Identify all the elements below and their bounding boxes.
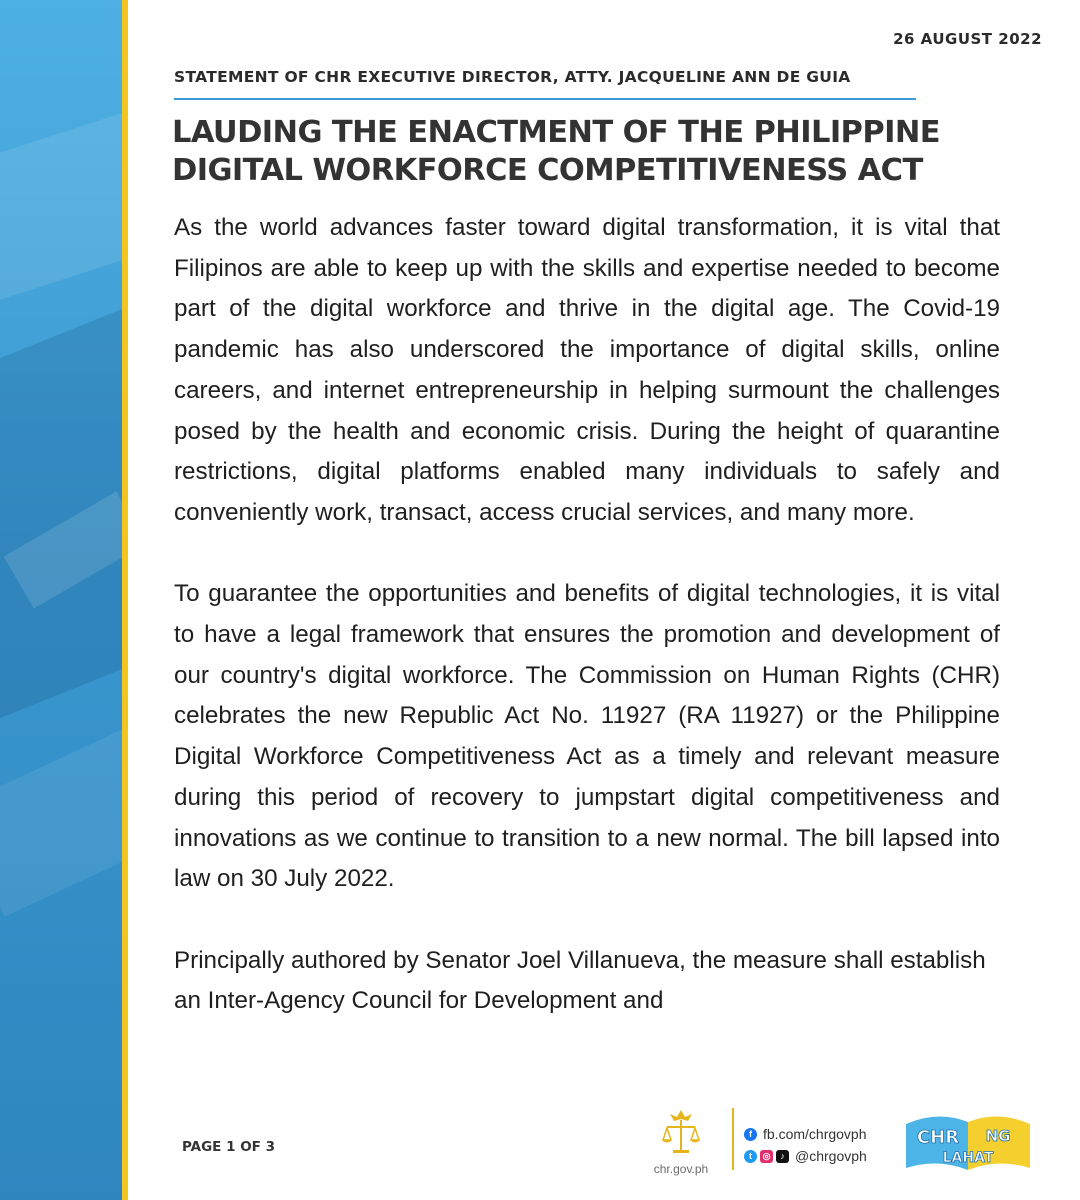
page-number: PAGE 1 OF 3 xyxy=(182,1139,275,1155)
badge-text: LAHAT xyxy=(942,1150,994,1166)
header-divider xyxy=(174,98,916,100)
body-paragraph: To guarantee the opportunities and benefits of digital technologies, it is vital to have a legal framework that ensures the promotion and development of our country's digital workforce. The Commission on Human Rights (CHR) celebrates the new Republic Act No. 11927 (RA 11927) or the Philippine Digital Workforce Competitiveness Act as a timely and relevant measure during this period of recovery to jumpstart digital competitiveness and innovations as we continue to transition to a new normal. The bill lapsed into law on 30 July 2022. xyxy=(174,580,1000,893)
badge-text: NG xyxy=(985,1127,1011,1145)
title-line: LAUDING THE ENACTMENT OF THE PHILIPPINE xyxy=(172,115,940,150)
yellow-accent-bar xyxy=(122,0,128,1200)
side-photo-panel xyxy=(0,0,122,1200)
website-link[interactable]: chr.gov.ph xyxy=(653,1162,709,1176)
social-handle-row[interactable] xyxy=(744,1145,867,1167)
badge-text: CHR xyxy=(916,1127,960,1148)
instagram-icon: ◎ xyxy=(760,1150,773,1163)
body-paragraph: Principally authored by Senator Joel Villanueva, the measure shall establish an Inter-Agency Council for Development and xyxy=(174,946,986,1015)
title-line: DIGITAL WORKFORCE COMPETITIVENESS ACT xyxy=(172,153,923,188)
twitter-icon: t xyxy=(744,1150,757,1163)
social-links xyxy=(744,1123,867,1167)
page-title xyxy=(172,114,1032,190)
statement-attribution: STATEMENT OF CHR EXECUTIVE DIRECTOR, ATTY. JACQUELINE ANN DE GUIA xyxy=(174,68,851,86)
facebook-link[interactable]: fb.com/chrgovph xyxy=(763,1126,867,1142)
chr-logo[interactable] xyxy=(646,1108,716,1176)
panel-shape xyxy=(0,103,122,316)
panel-shape xyxy=(0,723,122,916)
chr-ng-lahat-logo xyxy=(898,1110,1038,1174)
facebook-icon: f xyxy=(744,1128,757,1141)
facebook-row[interactable] xyxy=(744,1123,867,1145)
social-handle[interactable]: @chrgovph xyxy=(795,1148,867,1164)
scales-of-justice-icon xyxy=(661,1108,701,1160)
body-paragraph: As the world advances faster toward digital transformation, it is vital that Filipinos are able to keep up with the skills and expertise needed to become part of the digital workforce and thrive in the digital age. The Covid-19 pandemic has also underscored the importance of digital skills, online careers, and internet entrepreneurship in helping surmount the challenges posed by the health and economic crisis. During the height of quarantine restrictions, digital platforms enabled many individuals to safely and conveniently work, transact, access crucial services, and many more. xyxy=(174,214,1000,526)
tiktok-icon: ♪ xyxy=(776,1150,789,1163)
footer-divider xyxy=(732,1108,734,1170)
statement-date: 26 AUGUST 2022 xyxy=(893,30,1042,48)
statement-body xyxy=(174,208,1000,1022)
